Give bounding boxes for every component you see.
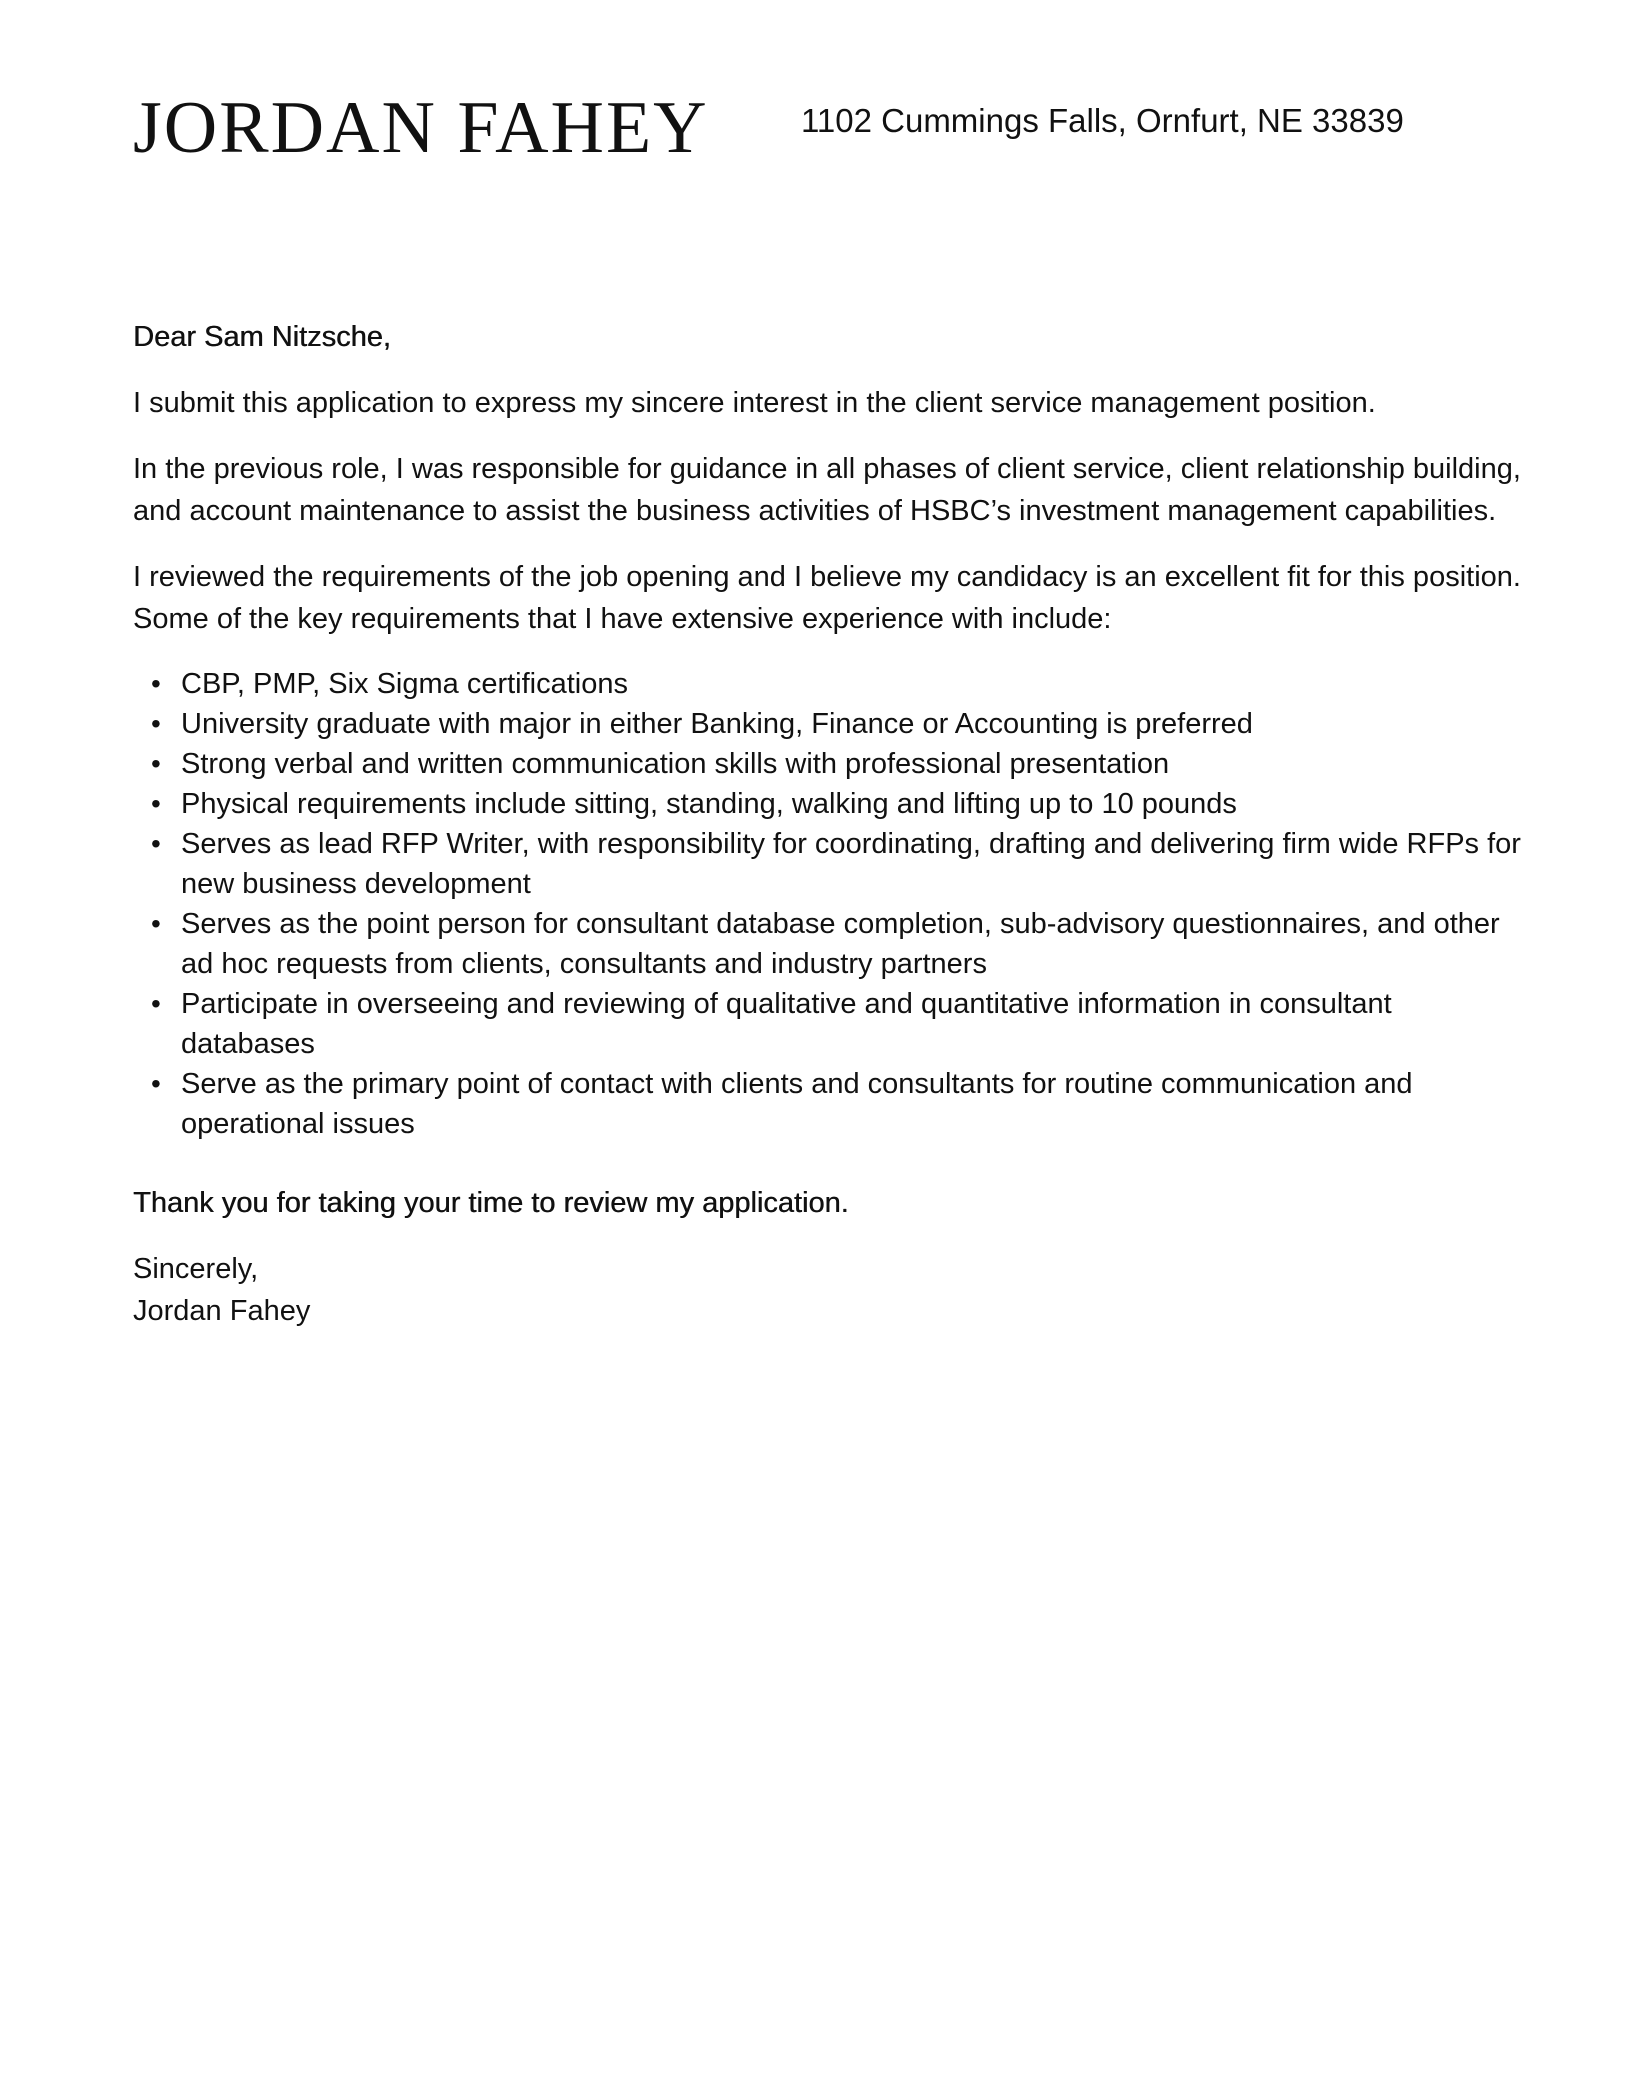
list-item <box>133 704 1523 744</box>
list-item <box>133 744 1523 784</box>
closing-line: Thank you for taking your time to review my application. <box>133 1187 849 1219</box>
bullet-icon: • <box>151 828 161 859</box>
bullet-icon: • <box>151 788 161 819</box>
signature-block <box>133 1248 1523 1332</box>
experience-paragraph: In the previous role, I was responsible for guidance in all phases of client service, client relationship building, and account maintenance to assist the business activities of HSBC’s investment management capabilities. <box>133 453 1521 527</box>
applicant-address: 1102 Cummings Falls, Ornfurt, NE 33839 <box>801 102 1404 139</box>
bullet-icon: • <box>151 748 161 779</box>
requirement-text: Serves as the point person for consultant database completion, sub-advisory questionnaires, and other ad hoc requests from clients, consultants and industry partners <box>181 908 1500 980</box>
list-item <box>133 984 1523 1064</box>
bullet-icon: • <box>151 988 161 1019</box>
signoff: Sincerely, <box>133 1253 259 1285</box>
requirement-text: Strong verbal and written communication skills with professional presentation <box>181 748 1170 780</box>
list-item <box>133 1064 1523 1144</box>
fit-paragraph: I reviewed the requirements of the job opening and I believe my candidacy is an excellent fit for this position. Some of the key requirements that I have extensive experience with include: <box>133 561 1521 635</box>
salutation: Dear Sam Nitzsche, <box>133 321 391 353</box>
bullet-icon: • <box>151 1068 161 1099</box>
requirement-text: Serves as lead RFP Writer, with responsibility for coordinating, drafting and delivering firm wide RFPs for new business development <box>181 828 1521 900</box>
letter-header <box>133 78 1513 178</box>
requirements-list <box>133 664 1523 1144</box>
bullet-icon: • <box>151 668 161 699</box>
requirement-text: Serve as the primary point of contact with clients and consultants for routine communication and operational issues <box>181 1068 1413 1140</box>
list-item <box>133 824 1523 904</box>
bullet-icon: • <box>151 908 161 939</box>
list-item <box>133 904 1523 984</box>
list-item <box>133 664 1523 704</box>
intro-paragraph: I submit this application to express my sincere interest in the client service management position. <box>133 387 1376 419</box>
bullet-icon: • <box>151 708 161 739</box>
applicant-name: JORDAN FAHEY <box>133 87 709 169</box>
signature-name: Jordan Fahey <box>133 1295 311 1327</box>
requirement-text: CBP, PMP, Six Sigma certifications <box>181 668 628 700</box>
requirement-text: University graduate with major in either Banking, Finance or Accounting is preferred <box>181 708 1253 740</box>
requirement-text: Physical requirements include sitting, standing, walking and lifting up to 10 pounds <box>181 788 1237 820</box>
letter-body <box>133 316 1523 1332</box>
requirement-text: Participate in overseeing and reviewing of qualitative and quantitative information in consultant databases <box>181 988 1392 1060</box>
list-item <box>133 784 1523 824</box>
